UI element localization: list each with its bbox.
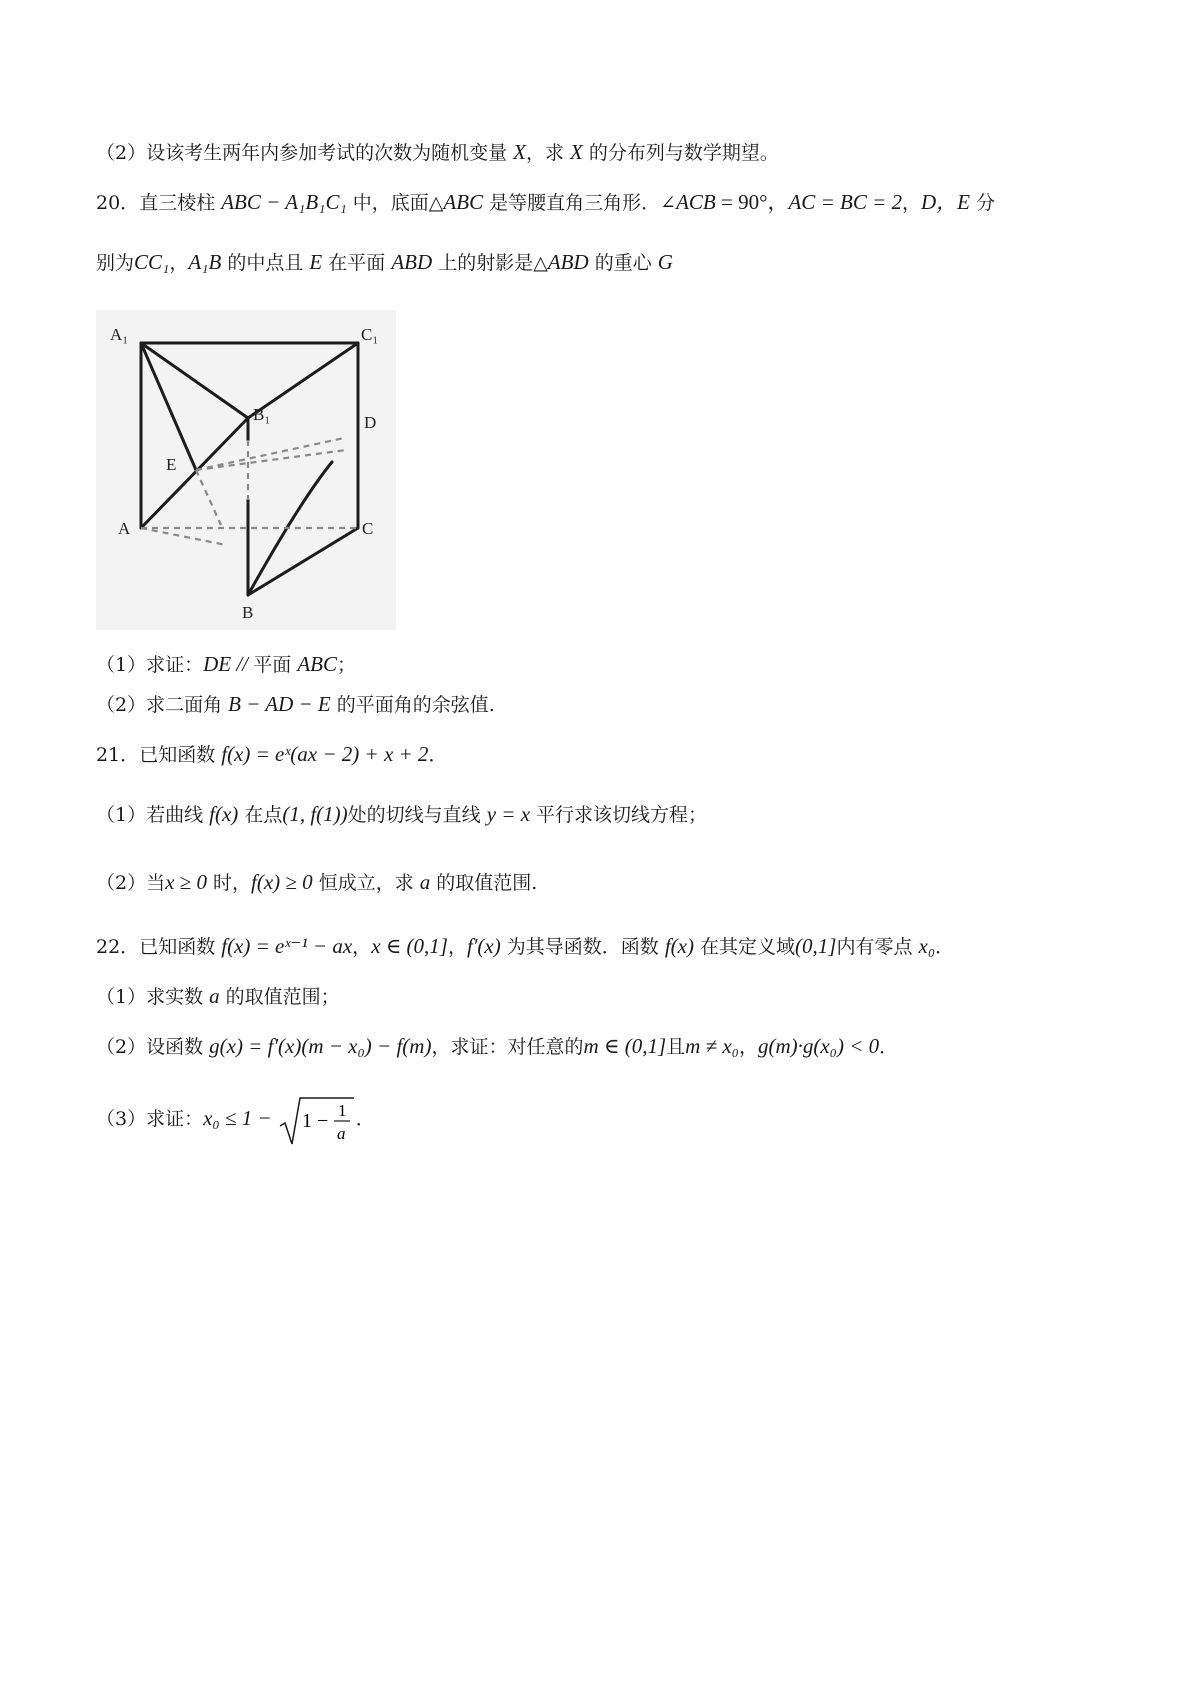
prism-diagram [96, 310, 396, 630]
label-e: E [166, 455, 177, 474]
dash-eb [196, 470, 221, 525]
q21-part1: （1）若曲线 f(x) 在点(1, f(1))处的切线与直线 y = x 平行求该切线方程； [96, 802, 708, 826]
q20-part1: （1）求证：DE // 平面 ABC； [96, 652, 356, 676]
question-number: 21． [96, 744, 140, 766]
q20-part2: （2）求二面角 B − AD − E 的平面角的余弦值. [96, 692, 495, 716]
label-d: D [364, 413, 377, 432]
question-number: 20． [96, 192, 140, 214]
label-a: A [118, 519, 131, 538]
q22-part2: （2）设函数 g(x) = f′(x)(m − x₀) − f(m)，求证：对任意的m ∈ (0,1]且m ≠ x₀，g(m)·g(x₀) < 0． [96, 1034, 899, 1058]
q21-part2: （2）当x ≥ 0 时，f(x) ≥ 0 恒成立，求 a 的取值范围. [96, 870, 538, 894]
edge-bc [248, 528, 358, 595]
sqrt-expression [278, 1094, 356, 1146]
q22-part1: （1）求实数 a 的取值范围； [96, 984, 340, 1008]
prism-figure [96, 310, 396, 630]
edge-ab1 [141, 418, 248, 528]
svg-text:1 −: 1 − [301, 1110, 328, 1132]
q22-stem: 22．已知函数 f(x) = eˣ⁻¹ − ax，x ∈ (0,1]，f′(x) 为其导函数．函数 f(x) 在其定义域(0,1]内有零点 x₀． [96, 934, 955, 958]
sqrt-sign [278, 1094, 356, 1146]
q21-stem: 21．已知函数 f(x) = eˣ(ax − 2) + x + 2． [96, 742, 448, 766]
q22-part3: （3）求证：x₀ ≤ 1 − 1 − 1 a ． [96, 1094, 375, 1146]
label-b: B [242, 603, 254, 622]
var-x: X [570, 140, 583, 164]
q20-line2: 别为CC₁，A₁B 的中点且 E 在平面 ABD 上的射影是△ABD 的重心 G [96, 250, 673, 274]
label-c1: C₁ [361, 325, 379, 344]
question-number: 22． [96, 936, 140, 958]
label-c: C [362, 519, 374, 538]
label-b1: B₁ [253, 405, 271, 424]
dash-ag [141, 528, 226, 545]
svg-text:a: a [336, 1124, 346, 1143]
q20-line1: 20．直三棱柱 ABC − A₁B₁C₁ 中，底面△ABC 是等腰直角三角形．∠ACB = 90°，AC = BC = 2，D，E 分 [96, 190, 996, 214]
label-a1: A₁ [110, 325, 129, 344]
q19-part2: （2）设该考生两年内参加考试的次数为随机变量 X，求 X 的分布列与数学期望。 [96, 140, 779, 164]
var-x: X [513, 140, 526, 164]
dash-eg [196, 450, 346, 470]
svg-text:1: 1 [337, 1101, 347, 1120]
